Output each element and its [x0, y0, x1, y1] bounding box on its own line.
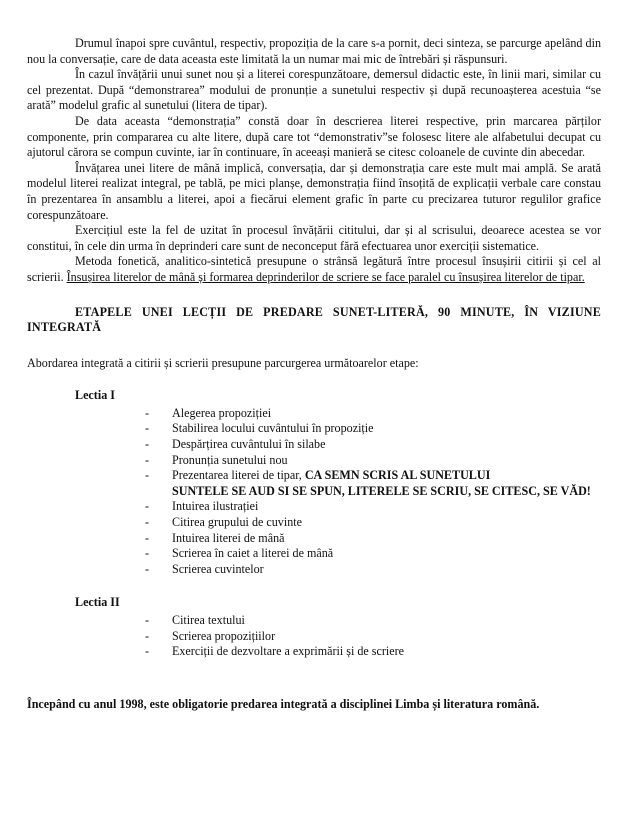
- list-item-text: Exerciții de dezvoltare a exprimării și de scriere: [172, 644, 405, 659]
- list-dash: -: [145, 421, 150, 436]
- list-item-text: Intuirea ilustrației: [172, 499, 259, 514]
- list-dash: -: [145, 561, 150, 576]
- list-item-text: Scrierea în caiet a literei de mână: [172, 546, 334, 561]
- list-dash: -: [145, 515, 150, 530]
- list-item: [27, 437, 601, 453]
- list-dash: -: [145, 546, 150, 561]
- list-item-text: Prezentarea literei de tipar,: [172, 468, 305, 483]
- phonetic-method-text: Metoda fonetică, analitico-sintetică presupune o strânsă legătură între procesul însușirii citirii și cel al scrierii.: [27, 254, 601, 284]
- list-item-text: Alegerea propoziției: [172, 405, 272, 420]
- list-item-emphasis: CA SEMN SCRIS AL SUNETULUI: [304, 468, 491, 483]
- list-item-text: Stabilirea locului cuvântului în propoziție: [172, 421, 374, 436]
- list-item: [27, 453, 601, 469]
- list-dash: -: [145, 644, 150, 659]
- lesson-1-steps: [27, 406, 601, 578]
- underlined-statement: Însușirea literelor de mână și formarea deprinderilor de scriere se face paralel cu însușirea literelor de tipar.: [66, 269, 585, 284]
- list-item-text: Intuirea literei de mână: [172, 530, 285, 545]
- list-item: [27, 644, 601, 660]
- paragraph-synthesis: Drumul înapoi spre cuvântul, respectiv, propoziția de la care s-a pornit, deci sinteza, se parcurge apelând din nou la conversație, care de data aceasta este limitată la un numar mai mic de întrebări și răspunsuri.: [27, 36, 601, 66]
- integration-intro: Abordarea integrată a citirii și scrierii presupune parcurgerea următoarelor etape:: [27, 355, 419, 370]
- lesson-1-title: Lectia I: [75, 388, 115, 403]
- list-item: [27, 629, 601, 645]
- list-item-text: Despărțirea cuvântului în silabe: [172, 437, 326, 452]
- paragraph-new-sound: În cazul învățării unui sunet nou și a literei corespunzătoare, demersul didactic este, în linii mari, similar cu cel prezentat. După “demonstrarea” modului de pronunție a sunetului respectiv și după recunoașterea acestuia “se arată” modelul grafic al sunetului (litera de tipar).: [27, 67, 601, 113]
- document-page: [27, 36, 601, 712]
- final-statement: Începând cu anul 1998, este obligatorie predarea integrată a disciplinei Limba și literatura română.: [27, 696, 540, 711]
- list-item-text: Scrierea propozițiilor: [172, 628, 276, 643]
- list-item: [27, 613, 601, 629]
- list-item-text: Citirea grupului de cuvinte: [172, 515, 302, 530]
- paragraph-handwritten-letter: Învățarea unei litere de mână implică, conversația, dar și demonstrația care este mult mai amplă. Se arată modelul literei realizat integral, pe tablă, pe mici planșe, demonstrația fiind însoțită de explicații verbale care constau în prezentarea în ansamblu a literei, apoi a fiecărui element grafic în parte cu precizarea tuturor regulilor grafice corespunzătoare.: [27, 160, 601, 222]
- paragraph-phonetic-method: [27, 254, 601, 285]
- list-item: [27, 546, 601, 562]
- list-dash: -: [145, 613, 150, 627]
- section-heading: ETAPELE UNEI LECȚII DE PREDARE SUNET-LITERĂ, 90 MINUTE, ÎN VIZIUNE INTEGRATĂ: [27, 304, 601, 335]
- list-dash: -: [145, 530, 150, 545]
- lesson-2-title: Lectia II: [75, 595, 120, 610]
- list-dash: -: [145, 405, 150, 420]
- paragraph-demonstration: De data aceasta “demonstrația” constă doar în descrierea literei respective, prin marcarea părților componente, prin compararea cu alte litere, după care tot “demonstrativ”se folosesc litere ale alfabetului decupat cu ajutorul cărora se compun cuvinte, iar în continuare, în aceeași manieră se citesc coloanele de cuvinte din abecedar.: [27, 113, 601, 160]
- list-item: [27, 499, 601, 515]
- list-item-text: Pronunția sunetului nou: [172, 452, 288, 467]
- list-item-text: Scrierea cuvintelor: [172, 561, 264, 576]
- list-dash: -: [145, 452, 150, 467]
- list-dash: -: [145, 468, 150, 483]
- list-item-emphasis-line: SUNTELE SE AUD SI SE SPUN, LITERELE SE SCRIU, SE CITESC, SE VĂD!: [172, 483, 591, 498]
- list-item: [27, 515, 601, 531]
- list-dash: -: [145, 628, 150, 643]
- list-dash: -: [145, 499, 150, 514]
- paragraph-exercise: Exercițiul este la fel de uzitat în procesul învățării cititului, dar și al scrisului, deoarece acestea se vor constitui, în cele din urma în deprinderi care sunt de neconceput fără efectuarea unor exerciții sistematice.: [27, 223, 601, 253]
- list-dash: -: [145, 437, 150, 452]
- list-item: [27, 562, 601, 578]
- list-item: [27, 406, 601, 422]
- list-item: [27, 531, 601, 547]
- list-item-text: Citirea textului: [172, 613, 245, 627]
- list-item: [27, 468, 601, 499]
- lesson-2-steps: [27, 613, 601, 660]
- list-item: [27, 421, 601, 437]
